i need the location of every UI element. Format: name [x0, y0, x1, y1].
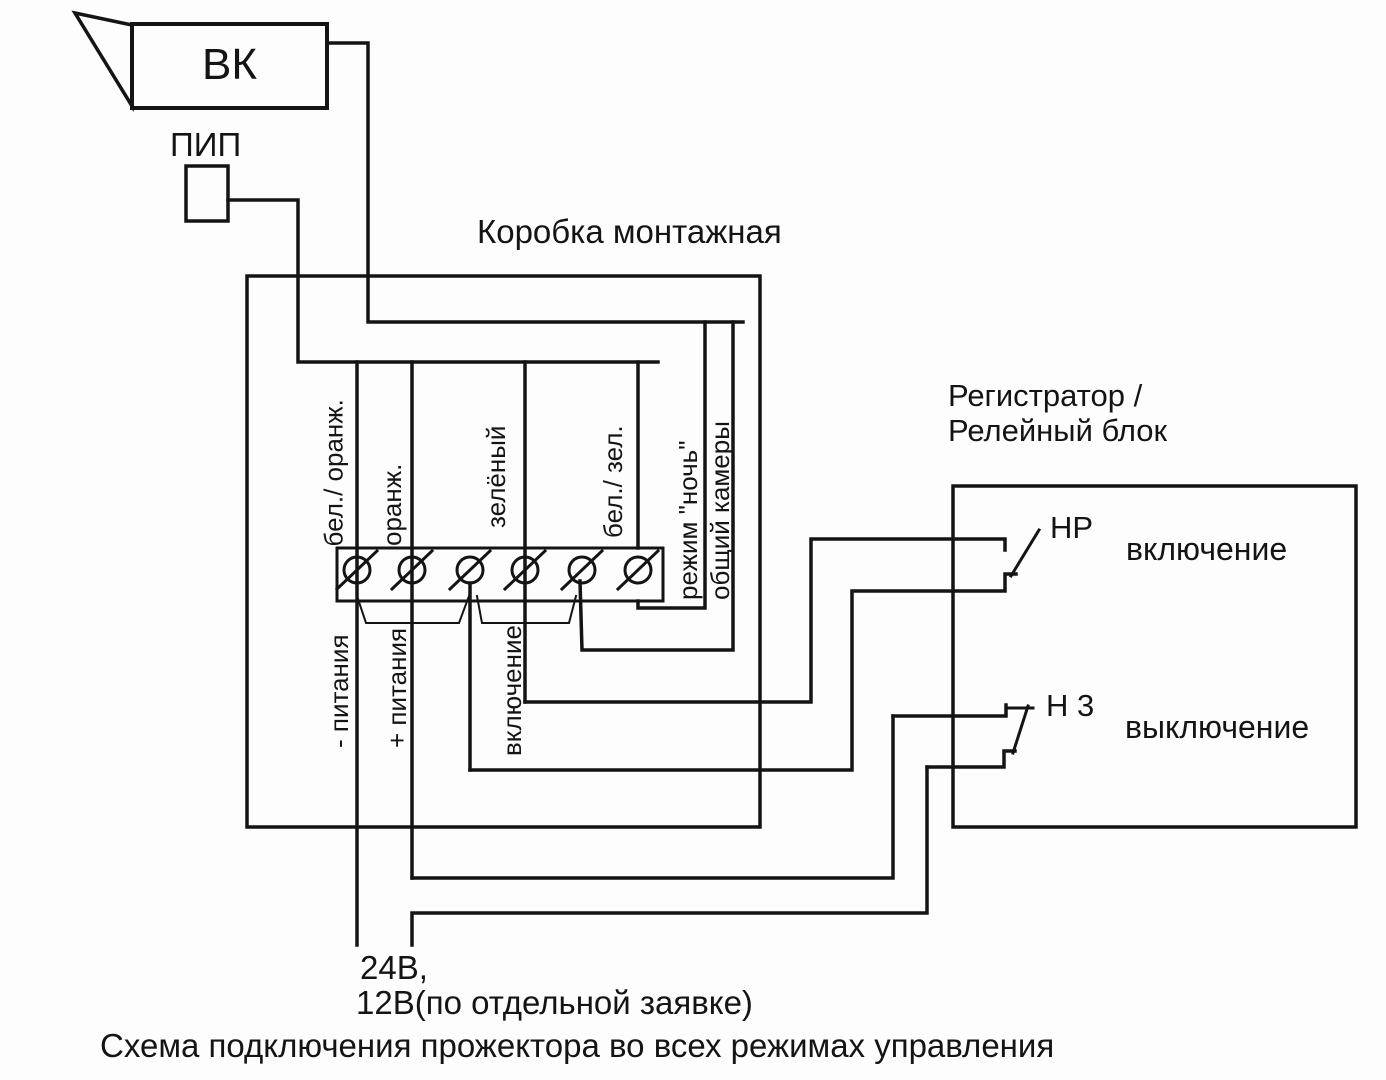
junction-box-title: Коробка монтажная — [477, 213, 782, 250]
wire-plus-to-nc-top — [412, 716, 893, 878]
pip-label: ПИП — [170, 126, 242, 163]
nc-contact-label: Н 3 — [1046, 688, 1095, 723]
terminal-strip — [337, 548, 663, 601]
pip-box — [186, 166, 228, 221]
wire-camera — [327, 43, 743, 322]
power-voltage-line1: 24В, — [360, 949, 428, 986]
wire-to-no-contact-bottom — [470, 574, 1016, 770]
power-voltage-line2: 12В(по отдельной заявке) — [356, 984, 753, 1021]
terminal-label-night-mode: режим "ночь" — [673, 440, 703, 600]
nc-contact-blade — [1013, 706, 1028, 753]
terminal-label-green: зелёный — [481, 425, 511, 528]
wire-label-plus-supply: + питания — [382, 627, 412, 748]
wire-label-minus-supply: - питания — [324, 634, 354, 748]
terminal-label-white-green: бел./ зел. — [598, 425, 628, 538]
terminal-label-camera-common: общий камеры — [705, 421, 735, 600]
terminal-label-orange: оранж. — [377, 463, 407, 546]
wire-to-no-contact-top — [525, 539, 1005, 702]
terminal-label-white-orange: бел./ оранж. — [318, 399, 349, 547]
diagram-caption: Схема подключения прожектора во всех режимах управления — [100, 1027, 1055, 1064]
nc-contact-top-lead — [893, 705, 1006, 716]
terminal-group — [337, 551, 658, 589]
wire-supply-to-nc-bottom — [412, 767, 927, 945]
no-contact-label: НР — [1050, 510, 1094, 545]
camera-label: ВК — [202, 40, 257, 89]
nc-contact-bottom-lead — [927, 751, 1015, 767]
no-contact-action: включение — [1126, 531, 1288, 567]
recorder-title-line2: Релейный блок — [948, 413, 1168, 448]
wire-label-switch-on: включение — [497, 625, 527, 756]
nc-contact-action: выключение — [1125, 709, 1310, 745]
camera-lens-triangle — [75, 13, 132, 106]
recorder-title-line1: Регистратор / — [948, 378, 1143, 413]
no-contact-blade — [1011, 530, 1039, 576]
